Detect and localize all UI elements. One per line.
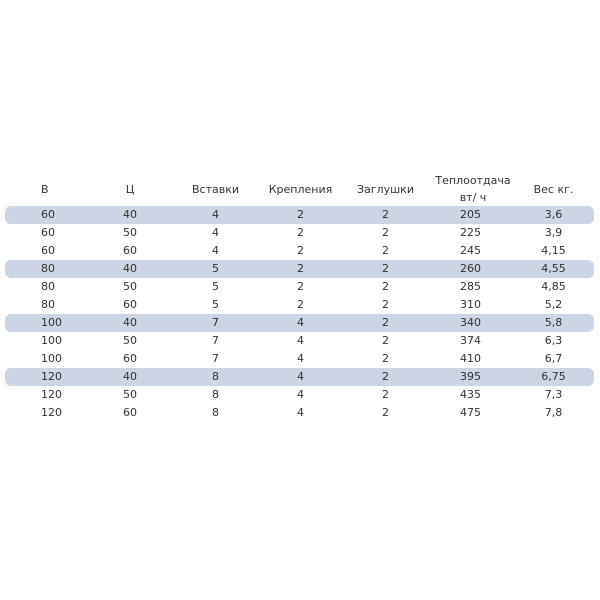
table-row (5, 386, 594, 404)
cell-mounts: 2 (258, 206, 343, 224)
table-row (5, 404, 594, 422)
cell-weight: 3,9 (544, 226, 563, 239)
cell-heat-output: 435 (460, 388, 481, 401)
table-row (5, 242, 594, 260)
cell-weight: 7,3 (544, 388, 563, 401)
specs-table-container (5, 172, 594, 422)
cell-plugs: 2 (382, 244, 389, 257)
header-center-distance: Ц (125, 182, 135, 196)
cell-inserts: 4 (173, 206, 258, 224)
table-row (5, 206, 594, 224)
cell-center-distance: 50 (123, 280, 137, 293)
cell-inserts: 8 (212, 406, 219, 419)
specs-table (5, 172, 594, 422)
cell-plugs: 2 (382, 334, 389, 347)
table-row (5, 296, 594, 314)
table-row (5, 314, 594, 332)
cell-center-distance: 40 (87, 314, 173, 332)
cell-center-distance: 50 (123, 388, 137, 401)
header-heat-output (428, 172, 513, 206)
cell-mounts: 2 (297, 298, 304, 311)
cell-center-distance: 60 (123, 406, 137, 419)
cell-weight: 5,2 (544, 298, 563, 311)
cell-inserts: 7 (173, 314, 258, 332)
header-height: В (41, 182, 49, 196)
cell-height: 80 (5, 260, 87, 278)
table-row (5, 332, 594, 350)
cell-height: 80 (41, 280, 55, 293)
cell-height: 120 (41, 388, 62, 401)
cell-plugs: 2 (382, 298, 389, 311)
header-weight: Вес кг. (533, 182, 574, 196)
cell-mounts: 2 (297, 226, 304, 239)
cell-height: 80 (41, 298, 55, 311)
cell-height: 100 (41, 334, 62, 347)
cell-weight: 6,3 (544, 334, 563, 347)
cell-center-distance: 50 (123, 334, 137, 347)
cell-weight: 6,7 (544, 352, 563, 365)
cell-center-distance: 40 (87, 206, 173, 224)
cell-center-distance: 60 (123, 352, 137, 365)
cell-height: 120 (5, 368, 87, 386)
cell-mounts: 4 (297, 406, 304, 419)
cell-plugs: 2 (343, 314, 428, 332)
header-mounts: Крепления (268, 182, 333, 196)
cell-heat-output: 285 (460, 280, 481, 293)
table-header (5, 172, 594, 206)
header-heat-output-label: Теплоотдача вт/ ч (435, 174, 511, 204)
table-body (5, 206, 594, 422)
cell-weight: 5,8 (513, 314, 594, 332)
table-row (5, 368, 594, 386)
cell-inserts: 5 (212, 298, 219, 311)
table-row (5, 350, 594, 368)
cell-heat-output: 260 (428, 260, 513, 278)
cell-mounts: 4 (297, 334, 304, 347)
cell-heat-output: 395 (428, 368, 513, 386)
cell-heat-output: 374 (460, 334, 481, 347)
table-row (5, 224, 594, 242)
cell-mounts: 4 (297, 352, 304, 365)
cell-center-distance: 40 (87, 260, 173, 278)
cell-inserts: 8 (173, 368, 258, 386)
cell-plugs: 2 (343, 260, 428, 278)
cell-plugs: 2 (382, 280, 389, 293)
table-row (5, 278, 594, 296)
cell-height: 100 (5, 314, 87, 332)
cell-mounts: 2 (258, 260, 343, 278)
cell-mounts: 2 (297, 244, 304, 257)
cell-weight: 4,15 (541, 244, 566, 257)
cell-heat-output: 245 (460, 244, 481, 257)
cell-height: 60 (41, 244, 55, 257)
header-inserts: Вставки (191, 182, 240, 196)
cell-heat-output: 205 (428, 206, 513, 224)
cell-plugs: 2 (382, 352, 389, 365)
table-row (5, 260, 594, 278)
cell-height: 60 (5, 206, 87, 224)
cell-plugs: 2 (343, 206, 428, 224)
cell-inserts: 4 (212, 244, 219, 257)
cell-inserts: 4 (212, 226, 219, 239)
cell-plugs: 2 (382, 406, 389, 419)
cell-plugs: 2 (343, 368, 428, 386)
cell-inserts: 5 (212, 280, 219, 293)
cell-heat-output: 225 (460, 226, 481, 239)
cell-inserts: 8 (212, 388, 219, 401)
cell-height: 60 (41, 226, 55, 239)
cell-mounts: 2 (297, 280, 304, 293)
cell-center-distance: 60 (123, 244, 137, 257)
cell-weight: 4,85 (541, 280, 566, 293)
cell-weight: 6,75 (513, 368, 594, 386)
cell-heat-output: 340 (428, 314, 513, 332)
cell-weight: 7,8 (544, 406, 563, 419)
cell-center-distance: 60 (123, 298, 137, 311)
header-plugs: Заглушки (357, 182, 414, 196)
cell-center-distance: 40 (87, 368, 173, 386)
cell-mounts: 4 (297, 388, 304, 401)
cell-mounts: 4 (258, 368, 343, 386)
cell-inserts: 7 (212, 352, 219, 365)
cell-inserts: 5 (173, 260, 258, 278)
cell-height: 100 (41, 352, 62, 365)
cell-mounts: 4 (258, 314, 343, 332)
header-row (5, 172, 594, 206)
cell-center-distance: 50 (123, 226, 137, 239)
cell-heat-output: 475 (460, 406, 481, 419)
cell-inserts: 7 (212, 334, 219, 347)
cell-height: 120 (41, 406, 62, 419)
cell-weight: 3,6 (513, 206, 594, 224)
cell-heat-output: 310 (460, 298, 481, 311)
cell-heat-output: 410 (460, 352, 481, 365)
cell-plugs: 2 (382, 226, 389, 239)
cell-plugs: 2 (382, 388, 389, 401)
cell-weight: 4,55 (513, 260, 594, 278)
